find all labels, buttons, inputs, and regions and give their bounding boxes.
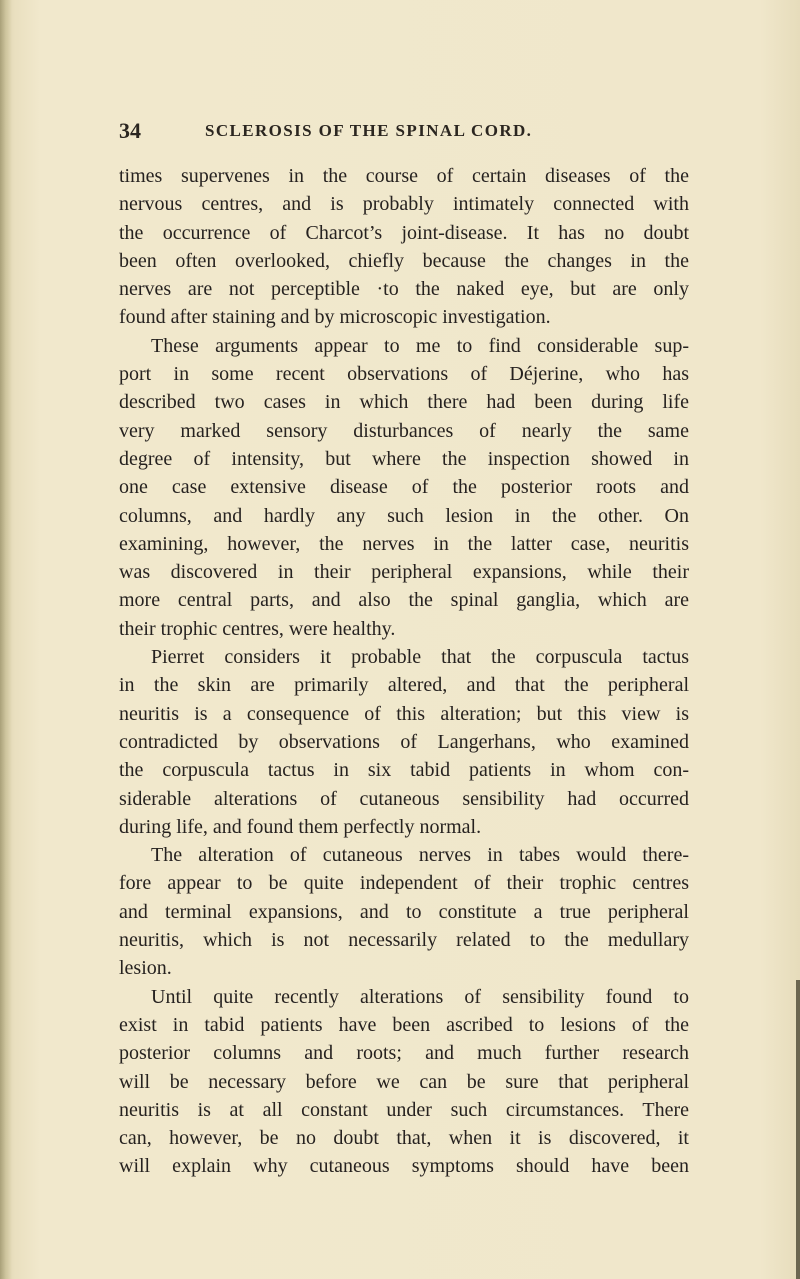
text-line: times supervenes in the course of certain diseases of the bbox=[119, 165, 689, 187]
text-line: neuritis, which is not necessarily related to the medullary bbox=[119, 929, 689, 952]
text-line: was discovered in their peripheral expansions, while their bbox=[119, 561, 689, 584]
text-line: nervous centres, and is probably intimately connected with bbox=[119, 193, 689, 216]
page-header bbox=[119, 118, 689, 144]
text-line: one case extensive disease of the posterior roots and bbox=[119, 476, 689, 499]
page-number: 34 bbox=[119, 118, 141, 143]
text-line: very marked sensory disturbances of nearly the same bbox=[119, 419, 689, 442]
text-line: Until quite recently alterations of sensibility found to bbox=[151, 985, 689, 1008]
text-line: will explain why cutaneous symptoms should have been bbox=[119, 1155, 689, 1178]
text-line: the corpuscula tactus in six tabid patients in whom con- bbox=[119, 759, 689, 782]
text-line: during life, and found them perfectly normal. bbox=[119, 815, 482, 838]
text-line: degree of intensity, but where the inspection showed in bbox=[119, 447, 689, 470]
text-line: been often overlooked, chiefly because the changes in the bbox=[119, 249, 689, 272]
text-line: and terminal expansions, and to constitute a true peripheral bbox=[119, 900, 689, 923]
text-line: more central parts, and also the spinal ganglia, which are bbox=[119, 589, 689, 612]
text-line: contradicted by observations of Langerhans, who examined bbox=[119, 730, 689, 753]
text-line: in the skin are primarily altered, and that the peripheral bbox=[119, 674, 689, 697]
page-right-edge bbox=[796, 980, 800, 1279]
text-line: Pierret considers it probable that the corpuscula tactus bbox=[151, 646, 689, 669]
text-line: The alteration of cutaneous nerves in tabes would there- bbox=[151, 844, 689, 867]
text-line: examining, however, the nerves in the latter case, neuritis bbox=[119, 532, 689, 555]
body-text bbox=[119, 162, 689, 1181]
page-left-edge bbox=[0, 0, 12, 1279]
text-line: siderable alterations of cutaneous sensibility had occurred bbox=[119, 787, 689, 810]
text-line: port in some recent observations of Déjerine, who has bbox=[119, 363, 689, 386]
text-line: lesion. bbox=[119, 957, 172, 980]
text-line: exist in tabid patients have been ascribed to lesions of the bbox=[119, 1013, 689, 1036]
text-line: can, however, be no doubt that, when it is discovered, it bbox=[119, 1127, 689, 1150]
text-line: neuritis is a consequence of this alteration; but this view is bbox=[119, 702, 689, 725]
text-line: described two cases in which there had been during life bbox=[119, 391, 689, 414]
text-line: the occurrence of Charcot’s joint-disease. It has no doubt bbox=[119, 221, 689, 244]
text-line: nerves are not perceptible ·to the naked eye, but are only bbox=[119, 278, 689, 301]
text-line: columns, and hardly any such lesion in the other. On bbox=[119, 504, 689, 527]
text-line: posterior columns and roots; and much further research bbox=[119, 1042, 689, 1065]
text-line: will be necessary before we can be sure that peripheral bbox=[119, 1070, 689, 1093]
text-line: their trophic centres, were healthy. bbox=[119, 617, 396, 640]
text-line: These arguments appear to me to find considerable sup- bbox=[151, 334, 689, 357]
text-line: fore appear to be quite independent of their trophic centres bbox=[119, 872, 689, 895]
text-line: neuritis is at all constant under such circumstances. There bbox=[119, 1098, 689, 1121]
text-line: found after staining and by microscopic investigation. bbox=[119, 306, 551, 329]
running-head: SCLEROSIS OF THE SPINAL CORD. bbox=[205, 121, 533, 140]
